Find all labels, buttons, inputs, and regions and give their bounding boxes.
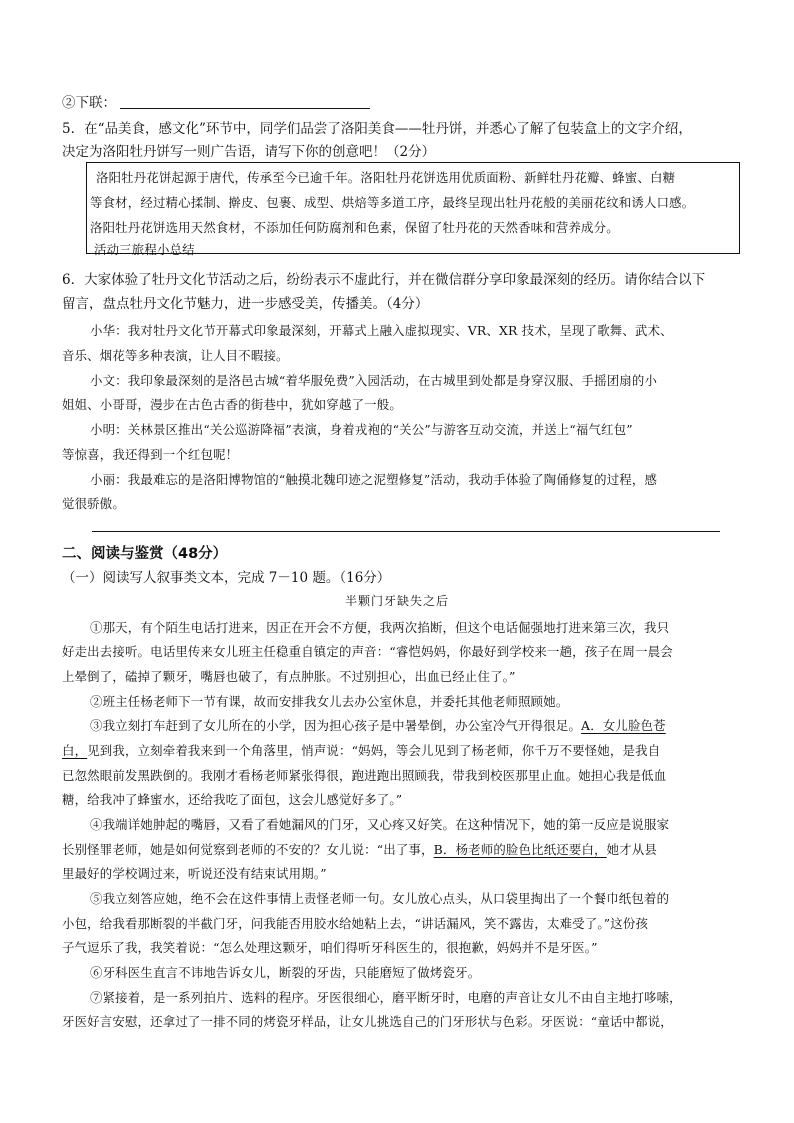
question-6-line1: 6．大家体验了牡丹文化节活动之后，纷纷表示不虚此行，并在微信群分享印象最深刻的经历。请你结合以下	[62, 272, 706, 288]
couplet-lower-line	[62, 91, 370, 111]
article-title: 半颗门牙缺失之后	[345, 594, 450, 608]
paragraph-line: ①那天，有个陌生电话打进来，因正在开会不方便，我两次掐断，但这个电话倔强地打进来第三次，我只	[90, 620, 670, 635]
answer-blank[interactable]	[120, 94, 370, 109]
paragraph-line: 小包，给我看那断裂的半截门牙，问我能否用胶水给她粘上去，“讲话漏风，笑不露齿，太难受了。”这份孩	[62, 916, 649, 931]
question-5-line2: 决定为洛阳牡丹饼写一则广告语，请写下你的创意吧！（2分）	[62, 144, 436, 160]
comment-line: 小丽：我最难忘的是洛阳博物馆的“触摸北魏印迹之泥塑修复”活动，我动手体验了陶俑修复的过程，感	[90, 472, 658, 487]
comment-line: 小明：关林景区推出“关公巡游降福”表演，身着戎袍的“关公”与游客互动交流，并送上“福气红包”	[90, 422, 633, 437]
underlined-sentence-a-end: 白，	[62, 743, 88, 758]
box-line: 洛阳牡丹花饼选用天然食材，不添加任何防腐剂和色素，保留了牡丹花的天然香味和营养成分。	[90, 220, 619, 235]
paragraph-line: 子气逗乐了我，我笑着说：“怎么处理这颗牙，咱们得听牙科医生的，很抱歉，妈妈并不是牙医。”	[62, 940, 598, 955]
paragraph-line: ⑤我立刻答应她，绝不会在这件事情上责怪老师一句。女儿放心点头，从口袋里掏出了一个餐巾纸包着的	[90, 891, 670, 906]
paragraph-line: 上晕倒了，磕掉了颗牙，嘴唇也破了，有点肿胀。不过别担心，出血已经止住了。”	[62, 669, 516, 684]
comment-line: 觉很骄傲。	[62, 496, 125, 511]
paragraph-text: 她才从县	[606, 842, 658, 857]
couplet-lower-label: ②下联：	[62, 95, 116, 111]
paragraph-line: ⑥牙科医生直言不讳地告诉女儿，断裂的牙齿，只能磨短了做烤瓷牙。	[90, 965, 481, 980]
paragraph-text: ③我立刻打车赶到了女儿所在的小学，因为担心孩子是中暑晕倒，办公室冷气开得很足。	[90, 718, 582, 733]
question-6-line2: 留言，盘点牡丹文化节魅力，进一步感受美，传播美。（4分）	[62, 296, 429, 312]
section-heading: 二、阅读与鉴赏（48分）	[62, 546, 228, 562]
paragraph-line	[90, 716, 666, 734]
section-subheading: （一）阅读写人叙事类文本，完成 7－10 题。（16分）	[62, 570, 391, 586]
underlined-sentence-a: A．女儿脸色苍	[581, 718, 666, 733]
question-5-line1: 5．在“品美食，感文化”环节中，同学们品尝了洛阳美食——牡丹饼，并悉心了解了包装盒上的文字介绍，	[62, 121, 692, 137]
paragraph-text: 长别怪罪老师，她是如何觉察到老师的不安的？女儿说：“出了事，	[62, 842, 434, 857]
comment-line: 小文：我印象最深刻的是洛邑古城“着华服免费”入园活动，在古城里到处都是身穿汉服、手摇团扇的小	[90, 373, 658, 388]
paragraph-line: ⑦紧接着，是一系列拍片、选料的程序。牙医很细心，磨平断牙时，电磨的声音让女儿不由自主地打哆嗦，	[90, 990, 682, 1005]
comment-line: 音乐、烟花等多种表演，让人目不暇接。	[62, 348, 289, 363]
paragraph-line: ④我端详她肿起的嘴唇，又看了看她漏风的门牙，又心疼又好笑。在这种情况下，她的第一反应是说服家	[90, 817, 670, 832]
answer-line[interactable]	[92, 531, 720, 532]
paragraph-line: 里最好的学校调过来，听说还没有结束试用期。”	[62, 866, 327, 881]
comment-line: 小华：我对牡丹文化节开幕式印象最深刻，开幕式上融入虚拟现实、VR、XR 技术，呈现了歌舞、武术、	[90, 323, 673, 338]
paragraph-line: 已忽然眼前发黑跌倒的。我刚才看杨老师紧张得很，跑进跑出照顾我，带我到校医那里止血。她担心我是低血	[62, 768, 667, 783]
paragraph-line	[62, 741, 660, 759]
underlined-sentence-b: B．杨老师的脸色比纸还要白，	[433, 842, 607, 857]
paragraph-line: 好走出去接听。电话里传来女儿班主任稳重自镇定的声音：“睿恺妈妈，你最好到学校来一趟，孩子在周一晨会	[62, 644, 673, 659]
paragraph-line: ②班主任杨老师下一节有课，故而安排我女儿去办公室休息，并委托其他老师照顾她。	[90, 694, 569, 709]
paragraph-line: 糖，给我冲了蜂蜜水，还给我吃了面包，这会儿感觉好多了。”	[62, 792, 403, 807]
section-label: 活动三旅程小总结	[94, 242, 195, 257]
box-line: 洛阳牡丹花饼起源于唐代，传承至今已逾千年。洛阳牡丹花饼选用优质面粉、新鲜牡丹花瓣、蜂蜜、白糖	[96, 170, 676, 185]
paragraph-text: 见到我，立刻牵着我来到一个角落里，悄声说：“妈妈，等会儿见到了杨老师，你千万不要怪她，是我自	[87, 743, 661, 758]
paragraph-line: 牙医好言安慰，还拿过了一排不同的烤瓷牙样品，让女儿挑选自己的门牙形状与色彩。牙医说：“童话中都说，	[62, 1014, 673, 1029]
paragraph-line	[62, 840, 657, 858]
box-line: 等食材，经过精心揉制、擀皮、包裹、成型、烘焙等多道工序，最终呈现出牡丹花般的美丽花纹和诱人口感。	[90, 195, 695, 210]
comment-line: 等惊喜，我还得到一个红包呢！	[62, 447, 239, 462]
comment-line: 姐姐、小哥哥，漫步在古色古香的街巷中，犹如穿越了一般。	[62, 397, 402, 412]
